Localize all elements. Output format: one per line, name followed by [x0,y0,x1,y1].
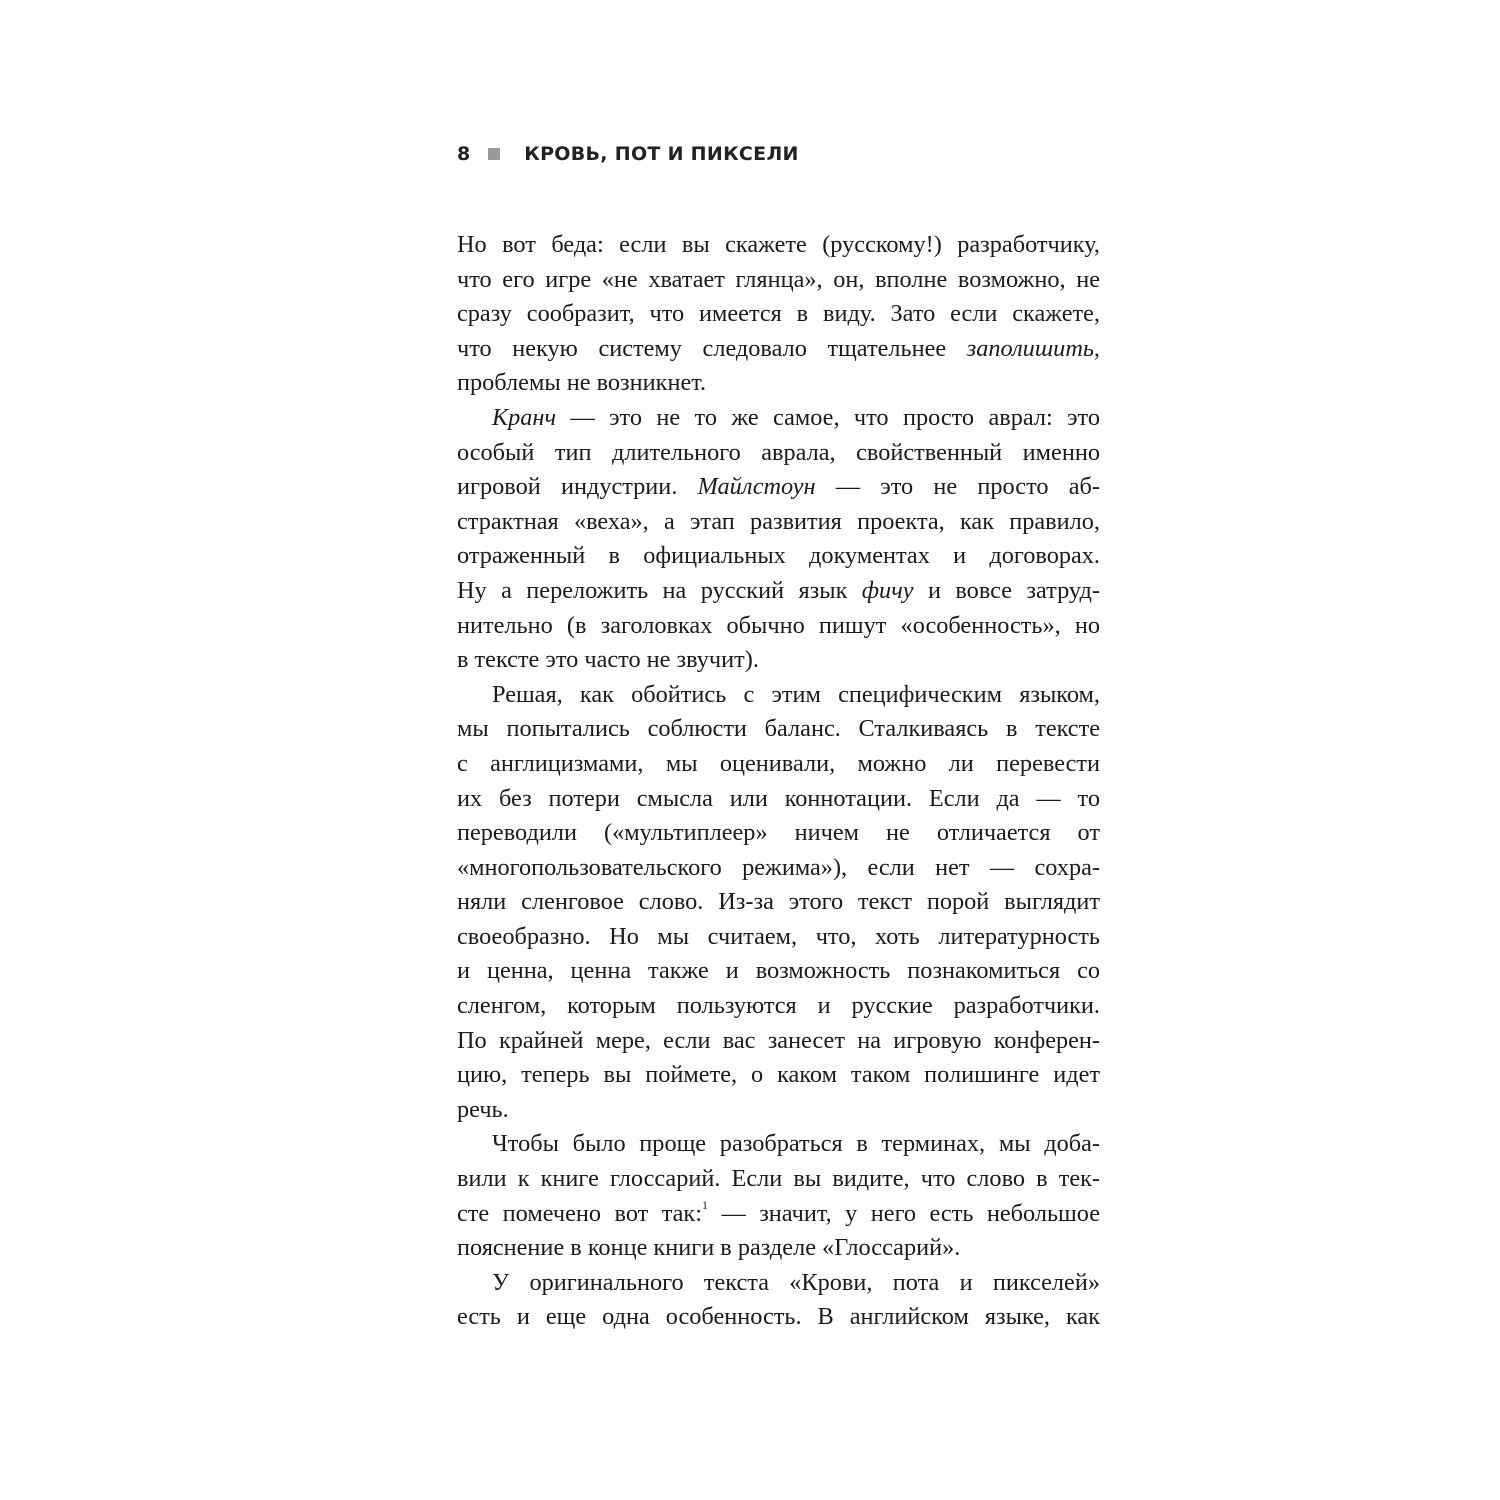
text-line [457,574,1100,609]
text-line: цию, теперь вы поймете, о каком таком полишинге идет [457,1061,1100,1089]
text-line: Решая, как обойтись с этим специфическим языком, [492,680,1100,708]
text-line: мы попытались соблюсти баланс. Сталкиваясь в тексте [457,715,1100,743]
text-line: Чтобы было проще разобраться в терминах, мы доба- [492,1130,1100,1158]
text-line: есть и еще одна особенность. В английском языке, как [457,1303,1100,1331]
running-head [457,138,1102,170]
italic-term: фичу [861,576,914,604]
text-line [457,401,1100,436]
italic-term: Майлстоун [697,473,816,501]
text-run: — значит, у него есть небольшое [707,1199,1100,1227]
text-line: По крайней мере, если вас занесет на игровую конферен- [457,1026,1100,1054]
page-number: 8 [457,143,471,165]
footnote-marker: 1 [701,1197,708,1212]
text-line: нительно (в заголовках обычно пишут «особенность», но [457,611,1100,639]
text-run: что некую систему следовало тщательнее [457,334,967,362]
book-title: КРОВЬ, ПОТ И ПИКСЕЛИ [524,143,799,165]
text-run: и вовсе затруд- [913,576,1100,604]
italic-term: Кранч [492,403,557,431]
text-run: игровой индустрии. [457,473,698,501]
text-line: «многопользовательского режима»), если нет — сохра- [457,853,1100,881]
text-run: — это не то же самое, что просто аврал: это [556,403,1100,431]
square-bullet-icon [488,148,500,160]
text-line: переводили («мультиплеер» ничем не отличается от [457,819,1100,847]
text-line: и ценна, ценна также и возможность познакомиться со [457,957,1100,985]
text-line: У оригинального текста «Крови, пота и пикселей» [492,1268,1100,1296]
text-line: пояснение в конце книги в разделе «Глоссарий». [457,1234,961,1262]
body-text [457,228,1100,1335]
text-line: особый тип длительного аврала, свойственный именно [457,438,1100,466]
text-line [457,332,1100,367]
text-line: их без потери смысла или коннотации. Если да — то [457,784,1100,812]
italic-term: заполишить, [966,334,1100,362]
text-line [457,1197,1100,1232]
text-line [457,470,1100,505]
text-line: отраженный в официальных документах и договорах. [457,542,1100,570]
text-run: сте помечено вот так: [457,1199,702,1227]
text-line: сленгом, которым пользуются и русские разработчики. [457,992,1100,1020]
text-line: своеобразно. Но мы считаем, что, хоть литературность [457,922,1100,950]
text-line: проблемы не возникнет. [457,369,707,397]
text-run: Ну а переложить на русский язык [457,576,862,604]
text-line: няли сленговое слово. Из-за этого текст порой выглядит [457,888,1100,916]
text-line: что его игре «не хватает глянца», он, вполне возможно, не [457,265,1100,293]
text-line: сразу сообразит, что имеется в виду. Зато если скажете, [457,300,1100,328]
text-line: речь. [457,1095,509,1123]
text-line: с англицизмами, мы оценивали, можно ли перевести [457,749,1100,777]
text-line: в тексте это часто не звучит). [457,646,759,674]
text-line: вили к книге глоссарий. Если вы видите, что слово в тек- [457,1165,1100,1193]
text-run: — это не просто аб- [815,473,1100,501]
text-line: страктная «веха», а этап развития проекта, как правило, [457,507,1100,535]
text-line: Но вот беда: если вы скажете (русскому!) разработчику, [457,231,1100,258]
